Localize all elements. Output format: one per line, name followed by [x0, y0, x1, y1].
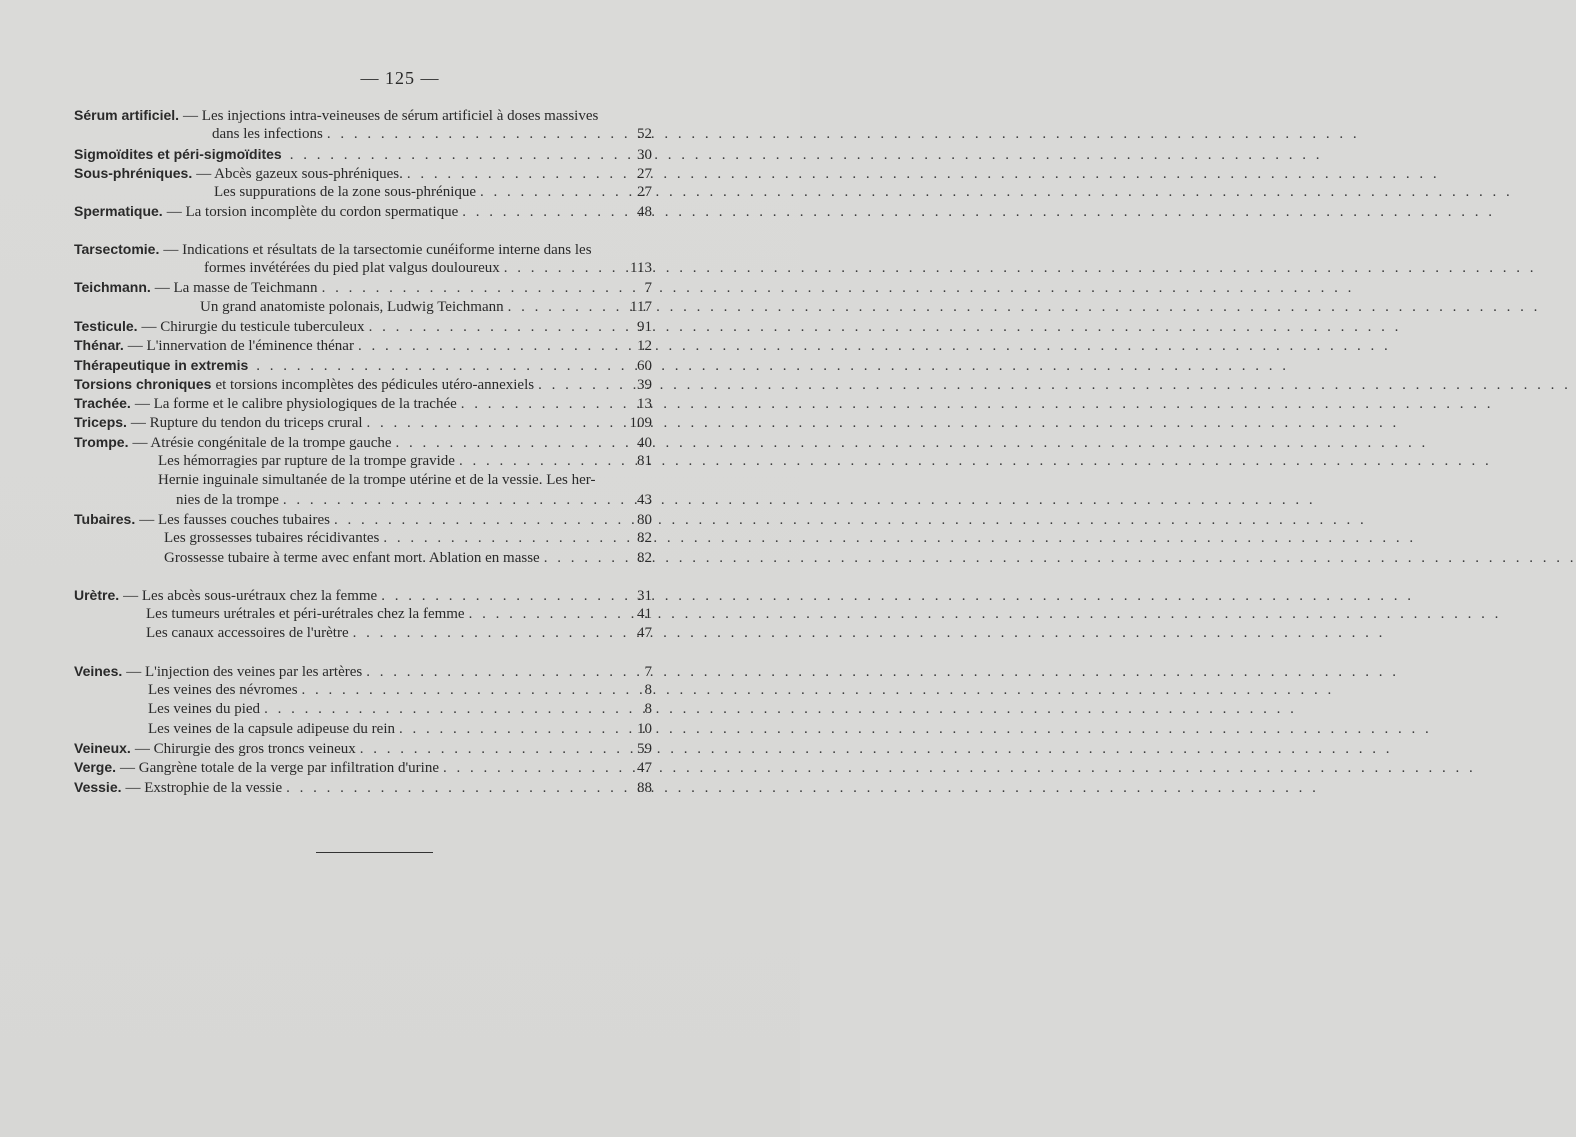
- entry-text: — Les fausses couches tubaires: [139, 511, 330, 528]
- page-reference: 47: [637, 625, 652, 642]
- dot-leader: [544, 549, 626, 568]
- index-line: [74, 433, 652, 452]
- index-line: [74, 471, 652, 490]
- index-line: [74, 413, 652, 432]
- page-reference: 88: [637, 779, 652, 796]
- index-line: [74, 758, 652, 777]
- entry-heading: Sérum artificiel.: [74, 107, 180, 123]
- dot-leader: [504, 259, 626, 278]
- dot-leader: [381, 587, 626, 606]
- entry-text: Grossesse tubaire à terme avec enfant mort. Ablation en masse: [164, 549, 540, 566]
- entry-text: — Rupture du tendon du triceps crural: [130, 415, 363, 432]
- entry-heading: Triceps.: [74, 414, 127, 431]
- index-line: [74, 452, 652, 471]
- entry-heading: Thénar.: [74, 337, 124, 354]
- index-line: [74, 720, 652, 739]
- entry-text: et torsions incomplètes des pédicules utéro-annexiels: [215, 376, 535, 393]
- entry-text: Les grossesses tubaires récidivantes: [164, 530, 380, 547]
- dot-leader: [256, 357, 626, 376]
- entry-text: — Chirurgie du testicule tuberculeux: [141, 318, 365, 335]
- index-entry: [74, 758, 652, 777]
- entry-text: — Les injections intra-veineuses de sérum artificiel à doses massives: [183, 108, 599, 124]
- entry-heading: Torsions chroniques: [74, 375, 212, 392]
- dot-leader: [461, 395, 626, 414]
- index-entry: [74, 510, 652, 568]
- page-reference: 81: [637, 453, 652, 470]
- entry-heading: Thérapeutique in extremis: [74, 356, 249, 373]
- index-line: [74, 491, 652, 510]
- page-reference: 109: [629, 415, 652, 432]
- page-reference: 43: [637, 491, 652, 508]
- page-reference: 7: [644, 663, 652, 680]
- entry-heading: Vessie.: [74, 778, 122, 795]
- page-reference: 52: [637, 126, 652, 143]
- page-reference: 48: [637, 204, 652, 221]
- page-reference: 31: [637, 587, 652, 604]
- section-gap: [74, 568, 652, 586]
- entry-heading: Sous-phréniques.: [74, 164, 193, 181]
- dot-leader: [462, 203, 626, 222]
- entry-heading: Testicule.: [74, 317, 138, 334]
- page-reference: 47: [637, 760, 652, 777]
- index-line: [74, 394, 652, 413]
- index-line: [74, 375, 652, 394]
- entry-heading: Urètre.: [74, 586, 120, 603]
- index-entry: [74, 375, 652, 394]
- entry-text: Les veines des névromes: [148, 682, 298, 699]
- page-reference: 39: [637, 376, 652, 393]
- index-entry: [74, 586, 652, 644]
- dot-leader: [283, 491, 626, 510]
- entry-heading: Sigmoïdites et péri-sigmoïdites: [74, 145, 282, 162]
- index-entry: [74, 106, 652, 145]
- entry-text: dans les infections: [212, 126, 323, 143]
- page-reference: 91: [637, 318, 652, 335]
- index-entry: [74, 317, 652, 336]
- dot-leader: [322, 279, 626, 298]
- index-line: [74, 202, 652, 221]
- page-reference: 80: [637, 511, 652, 528]
- page-reference: 13: [637, 396, 652, 413]
- index-line: [74, 240, 652, 259]
- page-reference: 27: [637, 184, 652, 201]
- index-line: [74, 356, 652, 375]
- entry-heading: Trompe.: [74, 433, 129, 450]
- index-line: [74, 145, 652, 164]
- entry-text: — L'innervation de l'éminence thénar: [127, 338, 354, 355]
- dot-leader: [327, 125, 626, 144]
- dot-leader: [290, 146, 626, 165]
- index-line: [74, 529, 652, 548]
- dot-leader: [407, 165, 626, 184]
- entry-text: — La torsion incomplète du cordon spermatique: [166, 204, 459, 221]
- entry-text: Hernie inguinale simultanée de la trompe utérine et de la vessie. Les her-: [158, 472, 596, 489]
- dot-leader: [286, 779, 626, 798]
- index-line: [74, 106, 652, 125]
- dot-leader: [367, 414, 626, 433]
- page-reference: 117: [630, 298, 652, 315]
- entry-text: nies de la trompe: [176, 491, 279, 508]
- entry-heading: Veines.: [74, 662, 123, 679]
- entry-text: — Les abcès sous-urétraux chez la femme: [123, 587, 378, 604]
- index-line: [74, 700, 652, 719]
- index-line: [74, 662, 652, 681]
- index-line: [74, 549, 652, 568]
- entry-text: — La masse de Teichmann: [154, 280, 318, 297]
- index-line: [74, 278, 652, 297]
- index-entry: [74, 164, 652, 203]
- index-entry: [74, 433, 652, 510]
- dot-leader: [334, 511, 626, 530]
- entry-text: — Abcès gazeux sous-phréniques.: [196, 165, 403, 182]
- index-line: [74, 624, 652, 643]
- page-reference: 7: [644, 280, 652, 297]
- index-entry: [74, 336, 652, 355]
- index-entry: [74, 145, 652, 164]
- dot-leader: [469, 605, 626, 624]
- entry-text: Les canaux accessoires de l'urètre: [146, 625, 349, 642]
- entry-heading: Tubaires.: [74, 510, 136, 527]
- page-reference: 82: [637, 530, 652, 547]
- index-line: [74, 605, 652, 624]
- index-entry: [74, 202, 652, 221]
- index-line: [74, 317, 652, 336]
- page-reference: 59: [637, 740, 652, 757]
- section-gap: [74, 222, 652, 240]
- entry-text: — Atrésie congénitale de la trompe gauche: [132, 434, 392, 451]
- dot-leader: [443, 759, 626, 778]
- dot-leader: [353, 624, 626, 643]
- dot-leader: [459, 452, 626, 471]
- page-reference: 27: [637, 165, 652, 182]
- index-entry: [74, 778, 652, 797]
- page-reference: 10: [637, 720, 652, 737]
- section-gap: [74, 644, 652, 662]
- dot-leader: [366, 663, 626, 682]
- dot-leader: [396, 434, 626, 453]
- entry-heading: Teichmann.: [74, 279, 151, 296]
- index-line: [74, 183, 652, 202]
- index-line: [74, 259, 652, 278]
- dot-leader: [538, 376, 626, 395]
- page-reference: 12: [637, 338, 652, 355]
- entry-text: Un grand anatomiste polonais, Ludwig Teichmann: [200, 298, 504, 315]
- dot-leader: [360, 740, 626, 759]
- entry-text: — Indications et résultats de la tarsectomie cunéiforme interne dans les: [163, 241, 592, 258]
- index-line: [74, 336, 652, 355]
- entry-text: — Exstrophie de la vessie: [125, 779, 283, 796]
- page-reference: 113: [630, 260, 652, 277]
- index-line: [74, 778, 652, 797]
- entry-heading: Verge.: [74, 759, 117, 776]
- entry-text: formes invétérées du pied plat valgus douloureux: [204, 260, 500, 277]
- page-reference: 41: [637, 606, 652, 623]
- index-line: [74, 586, 652, 605]
- index-line: [74, 681, 652, 700]
- page-number: — 125 —: [360, 68, 440, 88]
- entry-text: Les veines du pied: [148, 701, 261, 718]
- index-line: [74, 164, 652, 183]
- page-reference: 60: [637, 357, 652, 374]
- index-entry: [74, 739, 652, 758]
- dot-leader: [399, 720, 626, 739]
- closing-rule: [316, 852, 433, 853]
- dot-leader: [508, 298, 626, 317]
- page-reference: 8: [644, 682, 652, 699]
- page-reference: 40: [637, 434, 652, 451]
- index-line: [74, 298, 652, 317]
- page-reference: 82: [637, 549, 652, 566]
- index-entry: [74, 278, 652, 317]
- entry-text: — L'injection des veines par les artères: [126, 663, 363, 680]
- index-entry: [74, 356, 652, 375]
- entry-text: — La forme et le calibre physiologiques de la trachée: [134, 396, 457, 413]
- page-reference: 8: [644, 701, 652, 718]
- index-list: [74, 106, 652, 797]
- dot-leader: [264, 700, 626, 719]
- dot-leader: [302, 681, 626, 700]
- entry-heading: Tarsectomie.: [74, 240, 160, 257]
- entry-text: — Gangrène totale de la verge par infiltration d'urine: [120, 760, 440, 777]
- dot-leader: [369, 318, 626, 337]
- entry-text: Les suppurations de la zone sous-phrénique: [214, 184, 477, 201]
- dot-leader: [358, 337, 626, 356]
- index-line: [74, 125, 652, 144]
- entry-heading: Spermatique.: [74, 203, 163, 220]
- index-line: [74, 510, 652, 529]
- entry-text: Les veines de la capsule adipeuse du rein: [148, 720, 395, 737]
- index-entry: [74, 413, 652, 432]
- entry-text: — Chirurgie des gros troncs veineux: [134, 740, 356, 757]
- index-line: [74, 739, 652, 758]
- entry-heading: Veineux.: [74, 739, 131, 756]
- entry-text: Les tumeurs urétrales et péri-urétrales chez la femme: [146, 606, 465, 623]
- page-reference: 30: [637, 146, 652, 163]
- dot-leader: [480, 183, 626, 202]
- index-entry: [74, 394, 652, 413]
- dot-leader: [383, 529, 626, 548]
- index-entry: [74, 662, 652, 739]
- index-entry: [74, 240, 652, 279]
- entry-heading: Trachée.: [74, 395, 131, 412]
- entry-text: Les hémorragies par rupture de la trompe gravide: [158, 453, 455, 470]
